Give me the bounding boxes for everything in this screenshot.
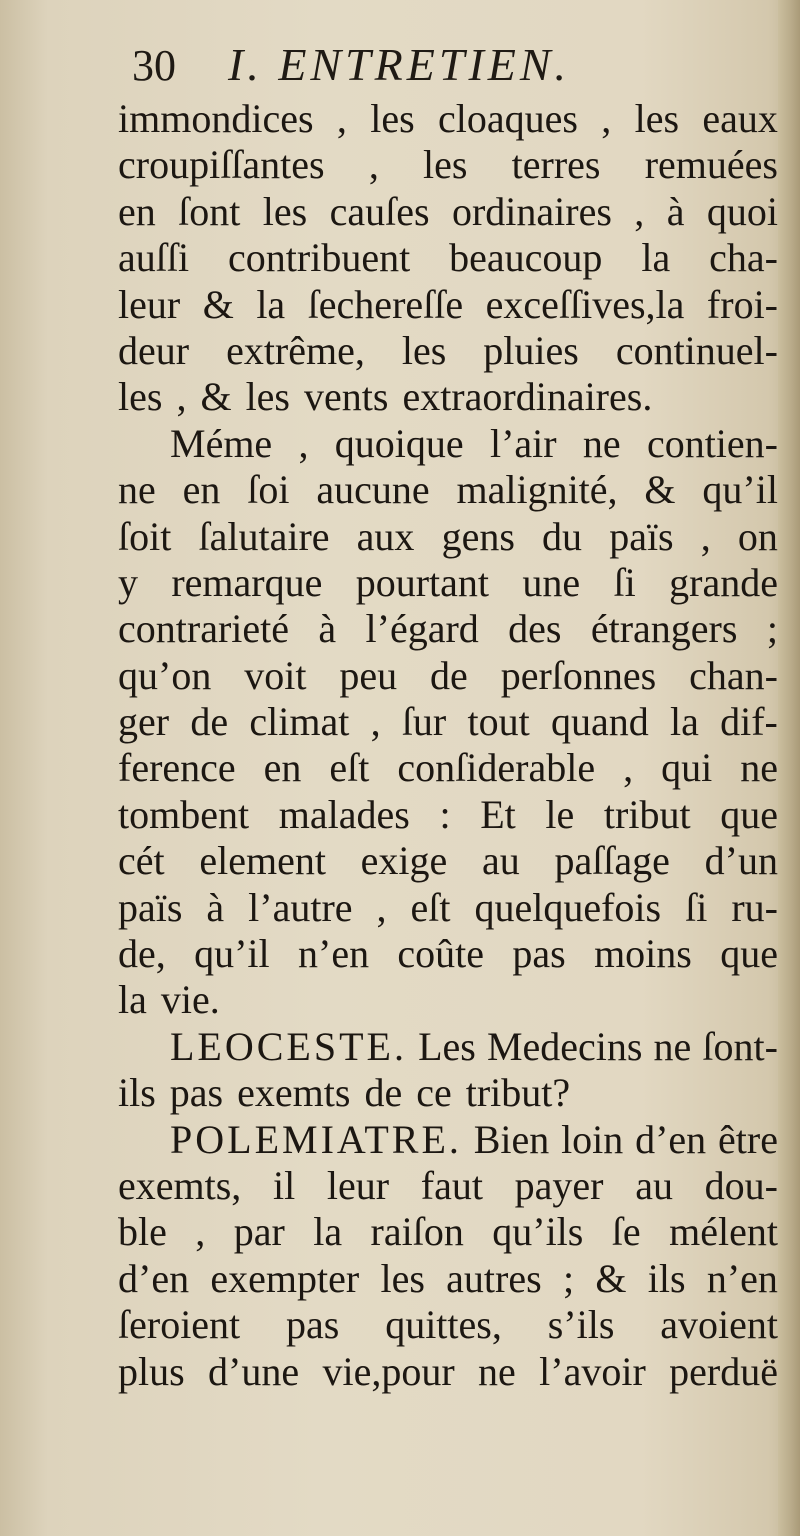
word: qu’il <box>194 931 270 977</box>
word: aucune <box>316 467 430 513</box>
word: que <box>720 931 778 977</box>
word: le <box>545 791 575 837</box>
word: froi- <box>706 281 778 327</box>
word: : <box>439 791 451 837</box>
word: les <box>634 96 680 141</box>
word: payer <box>514 1162 604 1208</box>
word: étrangers <box>590 606 738 652</box>
word: eſt <box>329 745 370 791</box>
word: les <box>401 327 447 373</box>
word: du <box>542 513 583 559</box>
word: , <box>195 1209 206 1255</box>
word: autres <box>446 1255 542 1301</box>
word: tribut <box>603 791 691 837</box>
word: dou- <box>704 1162 778 1208</box>
word: auſſi <box>118 235 190 281</box>
word: au <box>481 838 520 884</box>
word: vie,pour <box>322 1348 455 1394</box>
word: Bien <box>473 1116 550 1162</box>
word: la <box>641 235 671 281</box>
word: la <box>313 1209 343 1255</box>
word: tombent <box>118 791 250 837</box>
word: contien- <box>646 420 778 466</box>
word: l’autre <box>248 884 353 930</box>
word: paſſage <box>554 838 670 884</box>
text-line <box>118 1070 778 1116</box>
text-line <box>118 653 778 699</box>
word: ru- <box>731 884 778 930</box>
word: gens <box>441 513 515 559</box>
word: climat <box>249 699 350 745</box>
body-text <box>118 96 778 1395</box>
word: en <box>263 745 302 791</box>
word: deur <box>118 327 190 373</box>
word: n’en <box>706 1255 778 1301</box>
word: y <box>118 559 138 605</box>
text-line <box>118 1349 778 1395</box>
word: & <box>202 281 234 327</box>
word: une <box>522 559 581 605</box>
word: n’en <box>298 931 370 977</box>
word: continuel- <box>615 327 778 373</box>
word: , <box>370 699 381 745</box>
text-line <box>118 606 778 652</box>
word: , <box>601 96 612 141</box>
word: les <box>370 96 415 141</box>
word: faut <box>420 1162 483 1208</box>
word: tout <box>467 699 530 745</box>
word: cauſes <box>329 188 430 234</box>
word: beaucoup <box>449 235 603 281</box>
word: quoique <box>334 420 464 466</box>
text-line <box>118 514 778 560</box>
word: pas <box>169 1070 224 1116</box>
word: de <box>190 699 229 745</box>
text-line <box>118 96 778 142</box>
text-line <box>118 885 778 931</box>
text-line <box>118 328 778 374</box>
word: cét <box>118 838 165 884</box>
word: pluies <box>483 327 579 373</box>
word: de, <box>118 931 166 977</box>
word: avoient <box>660 1302 778 1348</box>
word: quoi <box>706 188 778 234</box>
word: , <box>368 142 379 188</box>
word: voit <box>244 652 307 698</box>
word: ne <box>740 745 778 791</box>
word: coûte <box>397 931 485 977</box>
word: , <box>336 96 347 141</box>
word: la <box>118 977 147 1023</box>
word: immondices <box>118 96 314 141</box>
word: mélent <box>669 1209 778 1255</box>
word: raiſon <box>370 1209 464 1255</box>
word: par <box>233 1209 285 1255</box>
word: conſiderable <box>397 745 596 791</box>
word: ſe <box>611 1209 641 1255</box>
word: au <box>635 1162 673 1208</box>
word: à <box>318 606 337 652</box>
word: il <box>273 1162 296 1208</box>
word: ſechereſſe <box>307 281 464 327</box>
word: qui <box>661 745 713 791</box>
word: des <box>508 606 562 652</box>
text-line <box>118 560 778 606</box>
word: la <box>670 699 699 745</box>
text-line <box>118 282 778 328</box>
word: ; <box>562 1255 575 1301</box>
word: Medecins <box>486 1023 643 1069</box>
word: à <box>206 884 225 930</box>
word: ne <box>653 1023 692 1069</box>
word: ce <box>416 1070 452 1116</box>
word: païs <box>118 884 183 930</box>
word: d’en <box>118 1255 190 1301</box>
word: ſi <box>685 884 708 930</box>
word: ſont- <box>702 1023 778 1069</box>
word: perſonnes <box>500 652 657 698</box>
word: ſont <box>178 188 241 234</box>
text-line <box>118 189 778 235</box>
word: qu’il <box>702 467 778 513</box>
word: remuées <box>644 142 778 188</box>
word: ils <box>647 1255 686 1301</box>
word: exige <box>360 838 448 884</box>
word: extrême, <box>226 327 365 373</box>
text-line <box>118 1117 778 1163</box>
running-head: I. ENTRETIEN. <box>228 39 571 90</box>
word: ſoi <box>247 467 290 513</box>
text-line <box>118 142 778 188</box>
text-line <box>118 1024 778 1070</box>
word: pas <box>286 1302 340 1348</box>
word: ſi <box>613 559 636 605</box>
word: , <box>623 745 634 791</box>
word: cha- <box>709 235 778 281</box>
word: , <box>298 420 309 466</box>
word: ſoit <box>118 513 172 559</box>
word: perduë <box>669 1348 778 1394</box>
word: , <box>376 884 387 930</box>
text-line <box>118 977 778 1023</box>
word: l’égard <box>365 606 479 652</box>
word: que <box>720 791 778 837</box>
word: on <box>737 513 778 559</box>
word: plus <box>118 1348 185 1394</box>
word: dif- <box>720 699 778 745</box>
word: les <box>245 374 290 420</box>
word: d’une <box>208 1348 300 1394</box>
word: quand <box>550 699 649 745</box>
word: d’en <box>635 1116 707 1162</box>
word: extraordinaires. <box>402 374 653 420</box>
word: ble <box>118 1209 167 1255</box>
word: POLEMIATRE. <box>170 1116 462 1162</box>
word: ſalutaire <box>198 513 330 559</box>
word: ne <box>582 420 621 466</box>
word: remarque <box>171 559 323 605</box>
text-line <box>118 421 778 467</box>
text-line <box>118 931 778 977</box>
word: & <box>595 1255 627 1301</box>
word: ; <box>766 606 778 652</box>
word: malades <box>278 791 410 837</box>
word: de <box>430 652 468 698</box>
word: terres <box>511 142 601 188</box>
word: exemts, <box>118 1162 242 1208</box>
text-line <box>118 1209 778 1255</box>
text-line <box>118 745 778 791</box>
word: , <box>700 513 711 559</box>
text-line <box>118 467 778 513</box>
word: eaux <box>702 96 778 141</box>
word: qu’on <box>118 652 212 698</box>
word: moins <box>594 931 692 977</box>
word: , <box>176 374 187 420</box>
word: les <box>262 188 308 234</box>
word: ils <box>118 1070 156 1116</box>
word: aux <box>356 513 415 559</box>
word: peu <box>339 652 398 698</box>
word: & <box>200 374 232 420</box>
text-line <box>118 1302 778 1348</box>
word: quelquefois <box>474 884 662 930</box>
word: malignité, <box>456 467 618 513</box>
word: LEOCESTE. <box>170 1023 407 1069</box>
word: païs <box>609 513 674 559</box>
word: Les <box>418 1023 476 1069</box>
word: & <box>644 467 676 513</box>
text-line <box>118 1256 778 1302</box>
word: l’avoir <box>539 1348 646 1394</box>
word: les <box>423 142 468 188</box>
word: Et <box>480 791 516 837</box>
text-line <box>118 374 778 420</box>
word: vents <box>304 374 389 420</box>
word: element <box>199 838 326 884</box>
word: exemts <box>237 1070 351 1116</box>
word: ordinaires <box>451 188 612 234</box>
word: à <box>666 188 685 234</box>
word: ference <box>118 745 236 791</box>
word: cloaques <box>438 96 578 141</box>
text-line <box>118 1163 778 1209</box>
word: exceſſives,la <box>485 281 685 327</box>
word: contrarieté <box>118 606 289 652</box>
word: , <box>634 188 645 234</box>
word: en <box>118 188 156 234</box>
word: Méme <box>170 420 273 466</box>
word: loin <box>561 1116 624 1162</box>
word: pourtant <box>355 559 490 605</box>
word: ſeroient <box>118 1302 241 1348</box>
word: les <box>118 374 163 420</box>
page-edge <box>778 0 800 1536</box>
word: s’ils <box>547 1302 615 1348</box>
text-line <box>118 792 778 838</box>
word: en <box>182 467 221 513</box>
text-line <box>118 699 778 745</box>
page-number: 30 <box>132 41 176 90</box>
word: chan- <box>689 652 778 698</box>
word: la <box>256 281 286 327</box>
word: ger <box>118 699 170 745</box>
word: ſur <box>401 699 447 745</box>
text-line <box>118 838 778 884</box>
word: contribuent <box>228 235 411 281</box>
word: être <box>718 1116 778 1162</box>
word: grande <box>669 559 778 605</box>
word: pas <box>512 931 566 977</box>
page-header <box>132 38 752 98</box>
word: l’air <box>489 420 557 466</box>
word: leur <box>326 1162 390 1208</box>
word: exempter <box>210 1255 360 1301</box>
word: ne <box>478 1348 516 1394</box>
word: ne <box>118 467 156 513</box>
word: tribut? <box>465 1070 571 1116</box>
word: d’un <box>704 838 778 884</box>
word: croupiſſantes <box>118 142 325 188</box>
text-line <box>118 235 778 281</box>
word: qu’ils <box>492 1209 584 1255</box>
word: quittes, <box>385 1302 502 1348</box>
word: vie. <box>160 977 220 1023</box>
word: eſt <box>410 884 451 930</box>
word: leur <box>118 281 181 327</box>
word: les <box>380 1255 425 1301</box>
word: de <box>364 1070 403 1116</box>
